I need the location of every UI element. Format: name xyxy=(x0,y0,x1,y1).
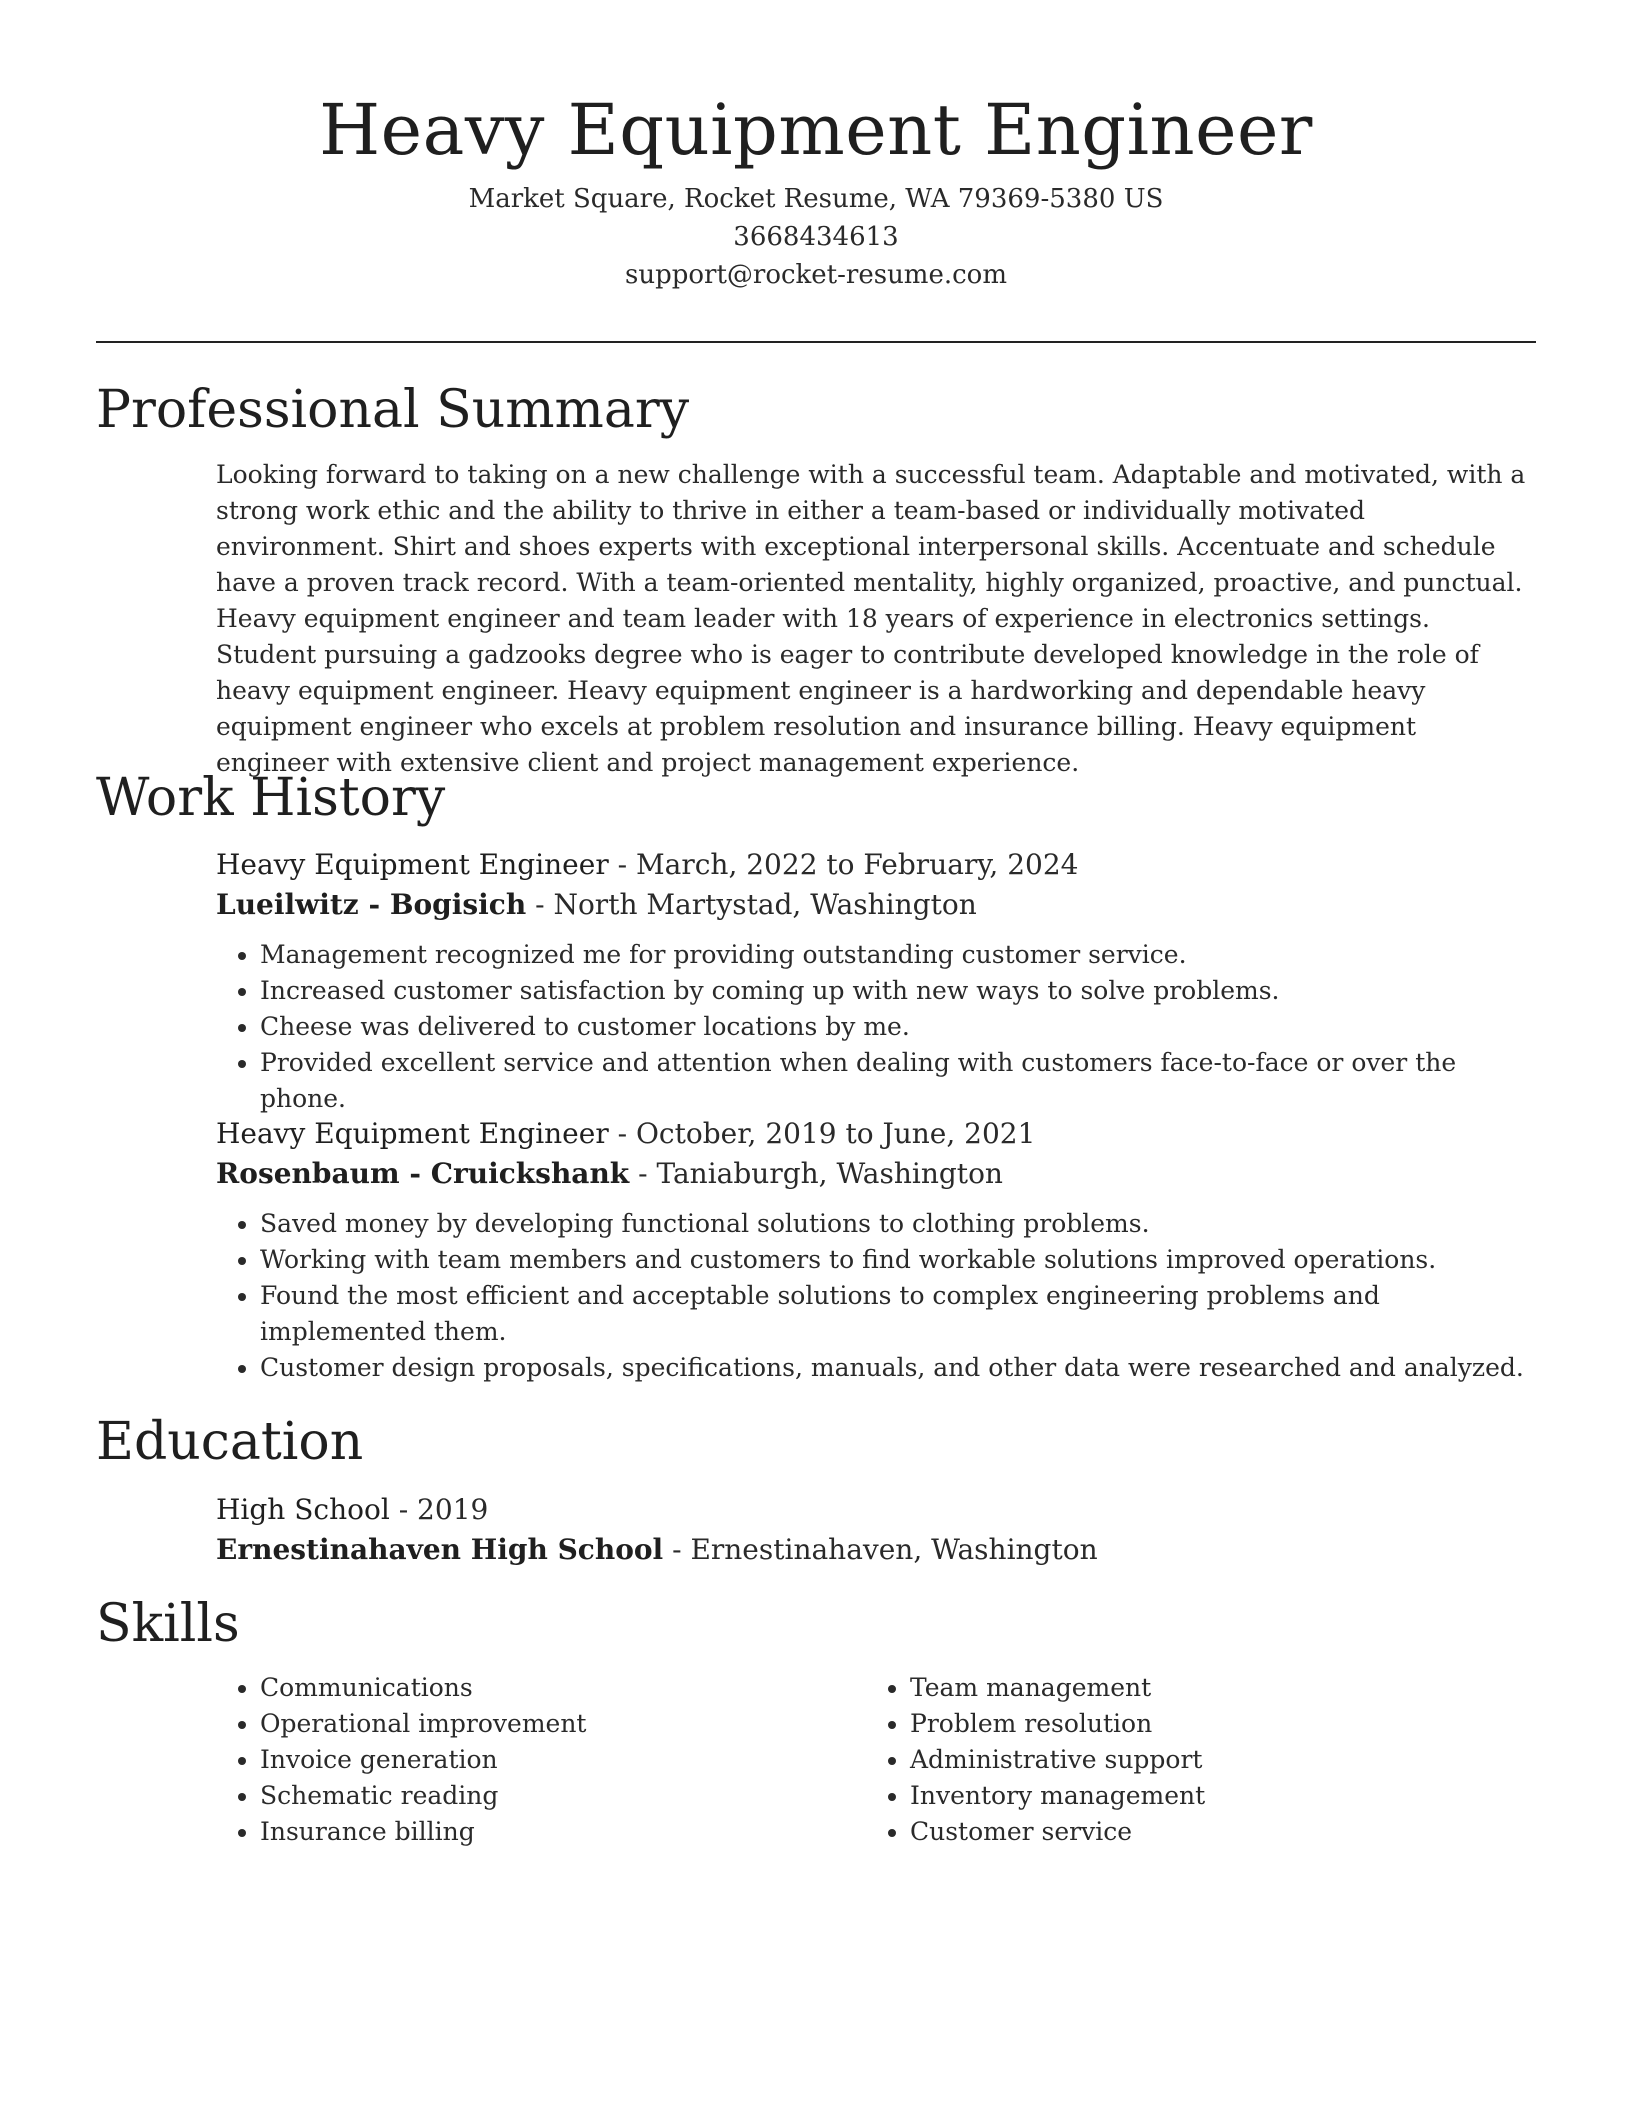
summary-heading: Professional Summary xyxy=(96,380,690,440)
skills-columns xyxy=(216,1670,1526,1850)
job-title-line xyxy=(216,1114,1526,1154)
job-role: Heavy Equipment Engineer xyxy=(216,848,609,881)
degree: High School xyxy=(216,1493,390,1526)
job-bullet: • Found the most efficient and acceptable solutions to complex engineering problems and implemented them. xyxy=(260,1278,1526,1350)
skill-item: • Customer service xyxy=(910,1814,1516,1850)
skill-item: • Administrative support xyxy=(910,1742,1516,1778)
summary-text: Looking forward to taking on a new challenge with a successful team. Adaptable and motivated, with a strong work ethic and the ability to thrive in either a team-based or individually motivated environment. Shirt and shoes experts with exceptional interpersonal skills. Accentuate and schedule have a proven track record. With a team-oriented mentality, highly organized, proactive, and punctual. Heavy equipment engineer and team leader with 18 years of experience in electronics settings. Student pursuing a gadzooks degree who is eager to contribute developed knowledge in the role of heavy equipment engineer. Heavy equipment engineer is a hardworking and dependable heavy equipment engineer who excels at problem resolution and insurance billing. Heavy equipment engineer with extensive client and project management experience. xyxy=(216,460,1526,777)
skill-item: • Invoice generation xyxy=(260,1742,866,1778)
skills-section xyxy=(216,1670,1526,1850)
company-location: - Taniaburgh, Washington xyxy=(629,1157,1003,1190)
job-company-line xyxy=(216,885,1526,925)
degree-line xyxy=(216,1490,1526,1530)
job-bullets xyxy=(216,937,1526,1117)
skill-item: • Inventory management xyxy=(910,1778,1516,1814)
skill-item: • Schematic reading xyxy=(260,1778,866,1814)
graduation-year: - 2019 xyxy=(389,1493,489,1526)
summary-section xyxy=(216,457,1526,781)
school-line xyxy=(216,1530,1526,1570)
job-bullet: • Provided excellent service and attention when dealing with customers face-to-face or over the phone. xyxy=(260,1045,1526,1117)
skills-column-right xyxy=(866,1670,1516,1850)
job-dates: - March, 2022 to February, 2024 xyxy=(608,848,1079,881)
phone-number: 3668434613 xyxy=(733,222,899,252)
job-entry xyxy=(216,1114,1526,1386)
skill-item: • Problem resolution xyxy=(910,1706,1516,1742)
header-divider xyxy=(96,341,1536,343)
job-bullet: • Management recognized me for providing outstanding customer service. xyxy=(260,937,1526,973)
company-name: Rosenbaum - Cruickshank xyxy=(216,1157,630,1190)
job-entry xyxy=(216,845,1526,1117)
job-bullet: • Customer design proposals, specifications, manuals, and other data were researched and analyzed. xyxy=(260,1350,1526,1386)
work-history-heading: Work History xyxy=(96,768,446,828)
job-bullet: • Increased customer satisfaction by coming up with new ways to solve problems. xyxy=(260,973,1526,1009)
job-bullets xyxy=(216,1206,1526,1386)
skill-item: • Communications xyxy=(260,1670,866,1706)
job-bullet: • Working with team members and customers to find workable solutions improved operations. xyxy=(260,1242,1526,1278)
skill-item: • Insurance billing xyxy=(260,1814,866,1850)
education-entry xyxy=(216,1490,1526,1570)
job-company-line xyxy=(216,1154,1526,1194)
job-bullet: • Saved money by developing functional solutions to clothing problems. xyxy=(260,1206,1526,1242)
skills-column-left xyxy=(216,1670,866,1850)
candidate-name: Heavy Equipment Engineer xyxy=(319,89,1313,171)
resume-header xyxy=(96,82,1536,294)
company-location: - North Martystad, Washington xyxy=(526,888,977,921)
job-bullet: • Cheese was delivered to customer locations by me. xyxy=(260,1009,1526,1045)
company-name: Lueilwitz - Bogisich xyxy=(216,888,527,921)
job-title-line xyxy=(216,845,1526,885)
job-role: Heavy Equipment Engineer xyxy=(216,1117,609,1150)
email-address: support@rocket-resume.com xyxy=(624,260,1007,290)
skills-heading: Skills xyxy=(96,1594,240,1654)
school-name: Ernestinahaven High School xyxy=(216,1533,664,1566)
job-dates: - October, 2019 to June, 2021 xyxy=(608,1117,1036,1150)
skill-item: • Team management xyxy=(910,1670,1516,1706)
school-location: - Ernestinahaven, Washington xyxy=(663,1533,1098,1566)
education-heading: Education xyxy=(96,1412,364,1472)
skill-item: • Operational improvement xyxy=(260,1706,866,1742)
address: Market Square, Rocket Resume, WA 79369-5380 US xyxy=(468,184,1164,214)
